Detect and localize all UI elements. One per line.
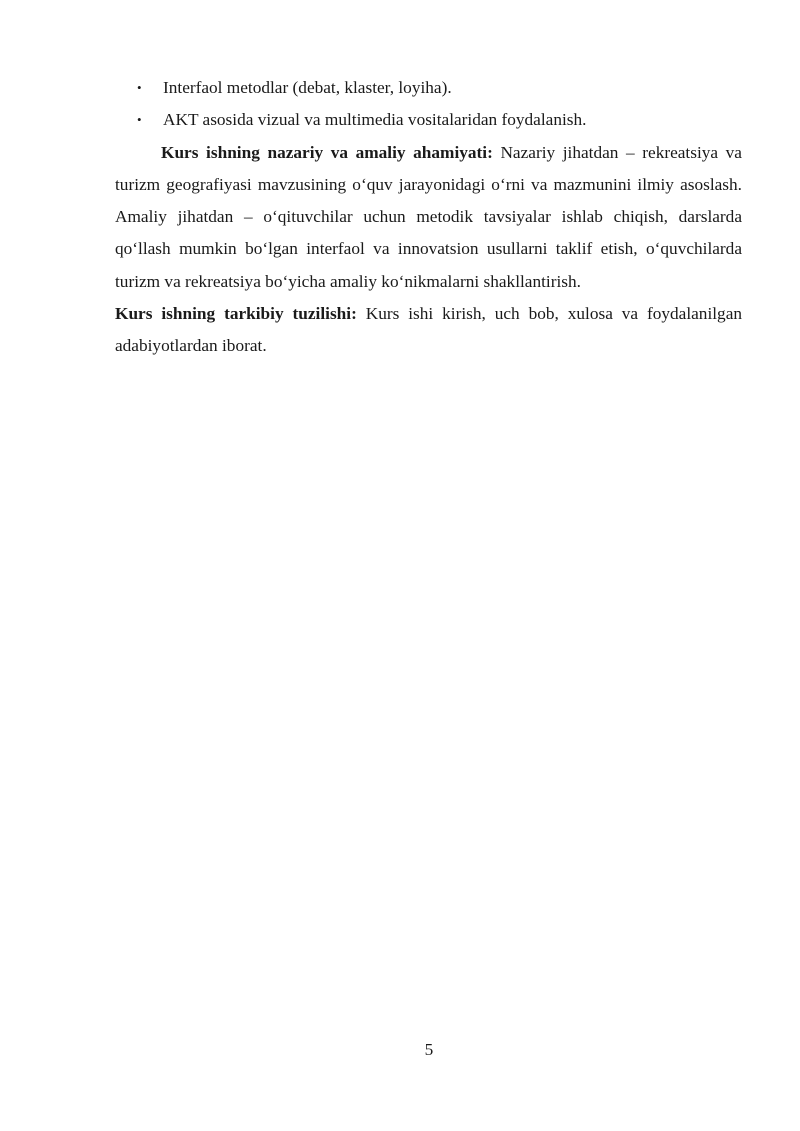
page-number: 5: [424, 1040, 434, 1059]
structure-paragraph: [115, 298, 742, 363]
structure-body: Kurs ishi kirish, uch bob, xulosa va foydalanilgan adabiyotlardan iborat.: [115, 304, 743, 356]
bullet-icon: •: [137, 112, 142, 128]
bullet-item: [115, 72, 742, 104]
bullet-item: [115, 104, 742, 136]
page-content: [115, 72, 742, 363]
significance-heading: Kurs ishning nazariy va amaliy ahamiyati:: [161, 142, 493, 162]
bullet-text: Interfaol metodlar (debat, klaster, loyiha).: [163, 78, 452, 97]
bullet-text: AKT asosida vizual va multimedia vositalaridan foydalanish.: [163, 110, 587, 130]
significance-body: Nazariy jihatdan – rekreatsiya va turizm geografiyasi mavzusining o‘quv jarayonidagi o‘rni va mazmunini ilmiy asoslash. Amaliy jihatdan – o‘qituvchilar uchun metodik tavsiyalar ishlab chiqish, darslarda qo‘llash mumkin bo‘lgan interfaol va innovatsion usullarni taklif etish, o‘quvchilarda turizm va rekreatsiya bo‘yicha amaliy ko‘nikmalarni shakllantirish.: [115, 142, 742, 291]
bullet-icon: •: [137, 80, 142, 95]
structure-heading: Kurs ishning tarkibiy tuzilishi:: [115, 304, 357, 324]
bullet-list: [115, 72, 742, 137]
significance-paragraph: [115, 137, 742, 298]
